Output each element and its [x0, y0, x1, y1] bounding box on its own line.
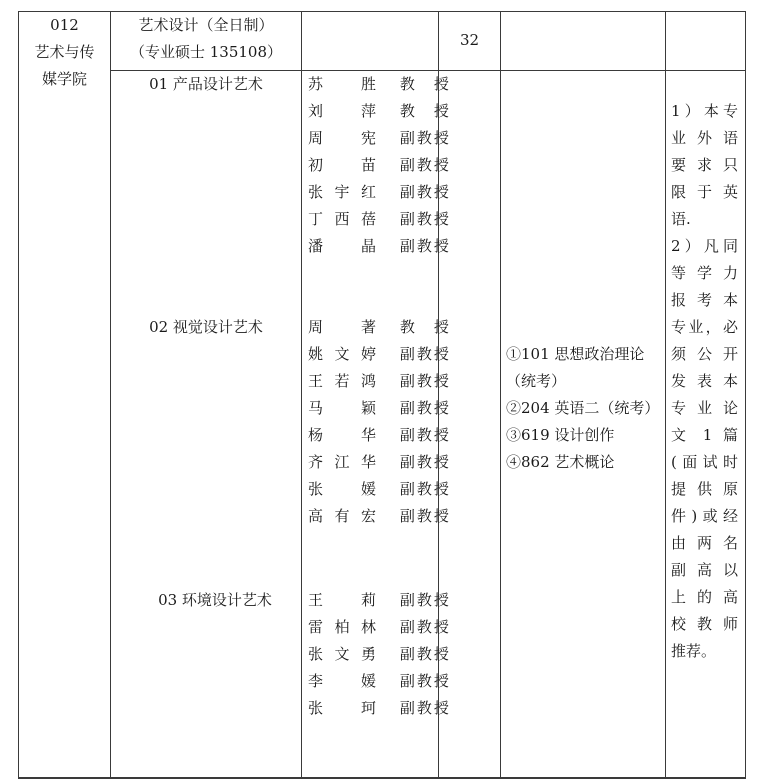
column-divider: [500, 11, 501, 778]
faculty-name: 李 媛: [308, 672, 376, 690]
faculty-name: 姚文婷: [308, 345, 376, 363]
notes-line: 2）凡同: [671, 237, 738, 255]
faculty-name: 初 苗: [308, 156, 376, 174]
notes-line: 发表本: [671, 372, 738, 390]
notes-line: 语.: [671, 210, 691, 228]
faculty-row: [308, 341, 449, 368]
faculty-row: [308, 152, 449, 179]
faculty-name: 王 莉: [308, 591, 376, 609]
notes-line: 上的高: [671, 588, 738, 606]
faculty-row: [308, 125, 449, 152]
school-code: 012: [50, 16, 79, 34]
faculty-name: 马 颖: [308, 399, 376, 417]
faculty-row: [308, 587, 449, 614]
exam-subject: ③619 设计创作: [506, 426, 615, 444]
faculty-row: [308, 641, 449, 668]
column-divider: [301, 11, 302, 778]
faculty-title: 副教授: [399, 372, 449, 390]
faculty-title: 副教授: [399, 345, 449, 363]
faculty-name: 高有宏: [308, 507, 376, 525]
faculty-row: [308, 449, 449, 476]
table-border-left: [18, 11, 19, 778]
faculty-title: 教 授: [399, 318, 449, 336]
notes-line: 要求只: [671, 156, 738, 174]
faculty-group-2: [308, 314, 449, 530]
faculty-group-3: [308, 587, 449, 722]
faculty-name: 周 宪: [308, 129, 376, 147]
faculty-title: 副教授: [399, 645, 449, 663]
admissions-table: [18, 11, 746, 778]
notes-line: (面试时: [671, 453, 738, 471]
faculty-row: [308, 476, 449, 503]
major-cell: [111, 12, 301, 66]
notes-line: 专业，必: [671, 318, 738, 336]
faculty-title: 教 授: [399, 75, 449, 93]
table-border-bottom: [18, 777, 746, 779]
faculty-row: [308, 614, 449, 641]
notes-line: 业外语: [671, 129, 738, 147]
faculty-title: 副教授: [399, 672, 449, 690]
faculty-title: 副教授: [399, 699, 449, 717]
faculty-row: [308, 695, 449, 722]
exam-subject: ①101 思想政治理论: [506, 345, 645, 363]
enrollment-cell: [439, 11, 500, 70]
notes-line: 由两名: [671, 534, 738, 552]
faculty-row: [308, 206, 449, 233]
notes-line: 1）本专: [671, 102, 738, 120]
faculty-row: [308, 422, 449, 449]
faculty-row: [308, 395, 449, 422]
faculty-row: [308, 98, 449, 125]
major-name: 艺术设计（全日制）: [138, 16, 274, 34]
faculty-title: 副教授: [399, 399, 449, 417]
faculty-name: 张 媛: [308, 480, 376, 498]
notes-line: 推荐。: [671, 642, 717, 660]
notes-line: 副高以: [671, 561, 738, 579]
faculty-row: [308, 314, 449, 341]
enrollment-count: 32: [459, 31, 480, 49]
faculty-title: 副教授: [399, 156, 449, 174]
faculty-name: 雷柏林: [308, 618, 376, 636]
faculty-name: 张 珂: [308, 699, 376, 717]
direction-label: 01 产品设计艺术: [149, 75, 263, 93]
faculty-title: 副教授: [399, 129, 449, 147]
faculty-name: 苏 胜: [308, 75, 376, 93]
exam-subject: ④862 艺术概论: [506, 453, 615, 471]
notes-line: 件)或经: [671, 507, 738, 525]
direction-1-cell: [111, 71, 301, 98]
faculty-name: 张宇红: [308, 183, 376, 201]
faculty-row: [308, 368, 449, 395]
school-cell: [19, 12, 110, 93]
faculty-row: [308, 233, 449, 260]
notes-line: 校教师: [671, 615, 738, 633]
faculty-name: 刘 萍: [308, 102, 376, 120]
faculty-title: 教 授: [399, 102, 449, 120]
direction-label: 03 环境设计艺术: [158, 591, 272, 609]
faculty-name: 杨 华: [308, 426, 376, 444]
faculty-name: 周 著: [308, 318, 376, 336]
faculty-title: 副教授: [399, 237, 449, 255]
faculty-title: 副教授: [399, 480, 449, 498]
notes-line: 文 1 篇: [671, 426, 738, 444]
table-border-right: [745, 11, 746, 778]
faculty-title: 副教授: [399, 426, 449, 444]
direction-label: 02 视觉设计艺术: [149, 318, 263, 336]
major-code: （专业硕士 135108）: [129, 43, 283, 61]
notes-line: 专业论: [671, 399, 738, 417]
faculty-title: 副教授: [399, 210, 449, 228]
faculty-title: 副教授: [399, 453, 449, 471]
school-name-line-1: 艺术与传: [34, 43, 95, 61]
exam-subject: ②204 英语二（统考）: [506, 399, 660, 417]
notes-cell: [671, 98, 738, 665]
faculty-name: 潘 晶: [308, 237, 376, 255]
faculty-name: 王若鸿: [308, 372, 376, 390]
exam-subject: （统考）: [506, 372, 567, 390]
faculty-row: [308, 668, 449, 695]
faculty-title: 副教授: [399, 618, 449, 636]
faculty-name: 张文勇: [308, 645, 376, 663]
faculty-name: 齐江华: [308, 453, 376, 471]
school-name-line-2: 媒学院: [41, 70, 87, 88]
faculty-row: [308, 71, 449, 98]
faculty-name: 丁西蓓: [308, 210, 376, 228]
faculty-row: [308, 503, 449, 530]
notes-line: 提供原: [671, 480, 738, 498]
faculty-title: 副教授: [399, 507, 449, 525]
faculty-title: 副教授: [399, 591, 449, 609]
notes-line: 等学力: [671, 264, 738, 282]
faculty-group-1: [308, 71, 449, 260]
notes-line: 限于英: [671, 183, 738, 201]
column-divider: [110, 11, 111, 778]
direction-3-cell: [111, 587, 301, 614]
direction-2-cell: [111, 314, 301, 341]
faculty-title: 副教授: [399, 183, 449, 201]
notes-line: 须公开: [671, 345, 738, 363]
exam-subjects-cell: [506, 341, 666, 476]
notes-line: 报考本: [671, 291, 738, 309]
faculty-row: [308, 179, 449, 206]
